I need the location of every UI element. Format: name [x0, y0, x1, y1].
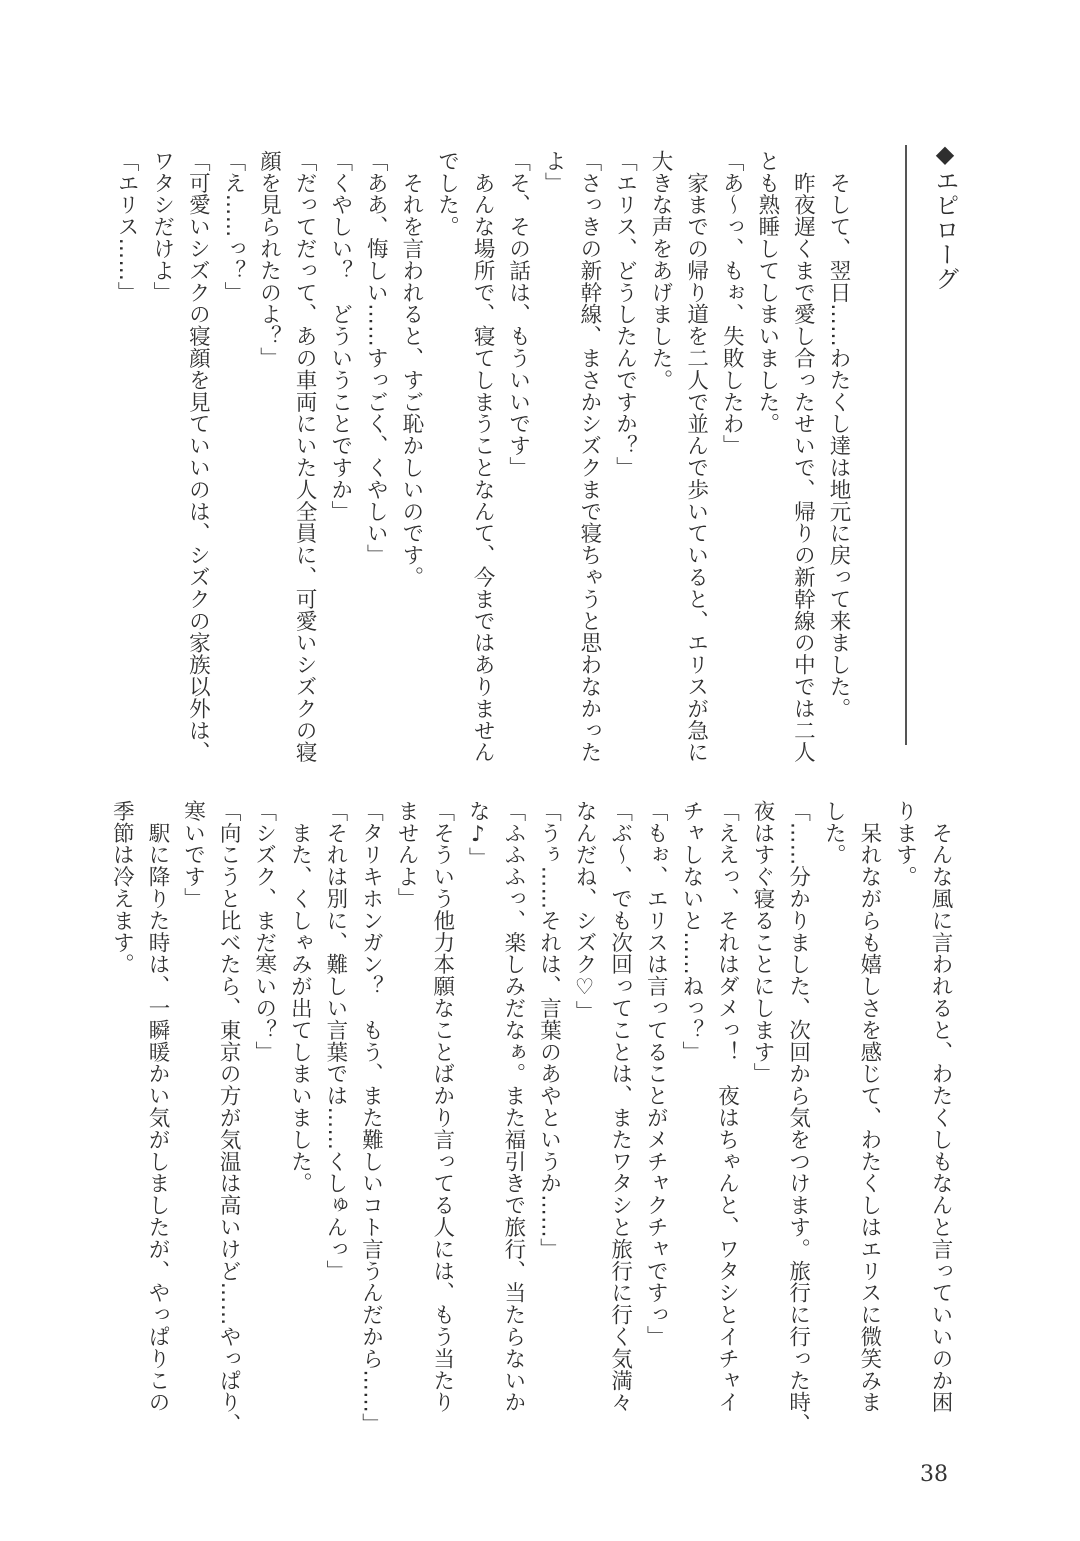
text-column: ワタシだけよ」 — [149, 150, 175, 304]
text-column: 「タリキホンガン？ もう、また難しいコト言うんだから……」 — [358, 800, 384, 1436]
text-column: あんな場所で、寝てしまうことなんて、今まではありません — [470, 150, 496, 764]
text-column: それを言われると、すご恥かしいのです。 — [398, 150, 424, 588]
text-column: 「ぶ〜、でも次回ってことは、またワタシと旅行に行く気満々 — [607, 800, 633, 1414]
text-column: 夜はすぐ寝ることにします」 — [750, 800, 776, 1085]
text-column: よ」 — [541, 150, 567, 194]
text-column: なんだね、シズク♡」 — [572, 800, 598, 1023]
text-column: ります。 — [892, 800, 918, 888]
text-column: 「シズク、まだ寒いの？」 — [251, 800, 277, 1063]
text-column: 「エリス、どうしたんですか？」 — [612, 150, 638, 479]
text-column: 「そ、その話は、もういいです」 — [505, 150, 531, 479]
text-column: 「可愛いシズクの寝顔を見ていいのは、シズクの家族以外は、 — [185, 150, 211, 764]
top-text-block — [109, 150, 856, 764]
text-column: 「ええっ、それはダメっ！ 夜はちゃんと、ワタシとイチャイ — [714, 800, 740, 1414]
text-column: 「エリス……」 — [114, 150, 140, 304]
text-column: 「そういう他力本願なことばかり言ってる人には、もう当たり — [429, 800, 455, 1414]
text-column: 「ああ、悔しい……すっごく、くやしい」 — [363, 150, 389, 567]
text-column: 「だってだって、あの車両にいた人全員に、可愛いシズクの寝 — [292, 150, 318, 764]
text-column: 駅に降りた時は、一瞬暖かい気がしましたが、やっぱりこの — [144, 800, 170, 1414]
text-column: そして、翌日……わたくし達は地元に戻って来ました。 — [826, 150, 851, 720]
text-column: した。 — [821, 800, 847, 866]
text-column: 「もぉ、エリスは言ってることがメチャクチャですっ」 — [643, 800, 669, 1348]
text-column: 「うぅ……それは、言葉のあやというか……」 — [536, 800, 562, 1260]
text-column: 大きな声をあげました。 — [648, 150, 674, 391]
text-column: また、くしゃみが出てしまいました。 — [287, 800, 313, 1195]
bottom-text-block — [104, 800, 958, 1450]
text-column: な♪」 — [465, 800, 491, 870]
text-column: 「それは別に、難しい言葉では……くしゅんっ」 — [322, 800, 348, 1282]
text-column: 「くやしい？ どういうことですか」 — [327, 150, 353, 523]
text-column: 「さっきの新幹線、まさかシズクまで寝ちゃうと思わなかった — [576, 150, 602, 764]
text-column: 季節は冷えます。 — [109, 800, 135, 976]
text-column: 寒いです」 — [180, 800, 206, 910]
text-column: 家までの帰り道を二人で並んで歩いていると、エリスが急に — [683, 150, 709, 764]
text-column: 昨夜遅くまで愛し合ったせいで、帰りの新幹線の中では二人 — [790, 150, 816, 764]
text-column: 顔を見られたのよ？」 — [256, 150, 282, 369]
text-column: チャしないと……ねっ？」 — [678, 800, 704, 1063]
section-heading: ◆エピローグ — [931, 140, 959, 291]
text-column: 「あ〜っ、もぉ、失敗したわ」 — [719, 150, 745, 457]
heading-divider — [905, 145, 907, 745]
page-number: 38 — [920, 1462, 948, 1487]
text-column: でした。 — [434, 150, 460, 238]
text-column: そんな風に言われると、わたくしもなんと言っていいのか困 — [928, 800, 953, 1414]
text-column: 「向こうと比べたら、東京の方が気温は高いけど……やっぱり、 — [216, 800, 242, 1436]
text-column: とも熟睡してしまいました。 — [754, 150, 780, 435]
text-column: 「え……っ？」 — [220, 150, 246, 304]
text-column: 「……分かりました、次回から気をつけます。旅行に行った時、 — [785, 800, 811, 1436]
text-column: 呆れながらも嬉しさを感じて、わたくしはエリスに微笑みま — [856, 800, 882, 1414]
text-column: 「ふふふっ、楽しみだなぁ。また福引きで旅行、当たらないか — [500, 800, 526, 1414]
text-column: ませんよ」 — [394, 800, 420, 910]
